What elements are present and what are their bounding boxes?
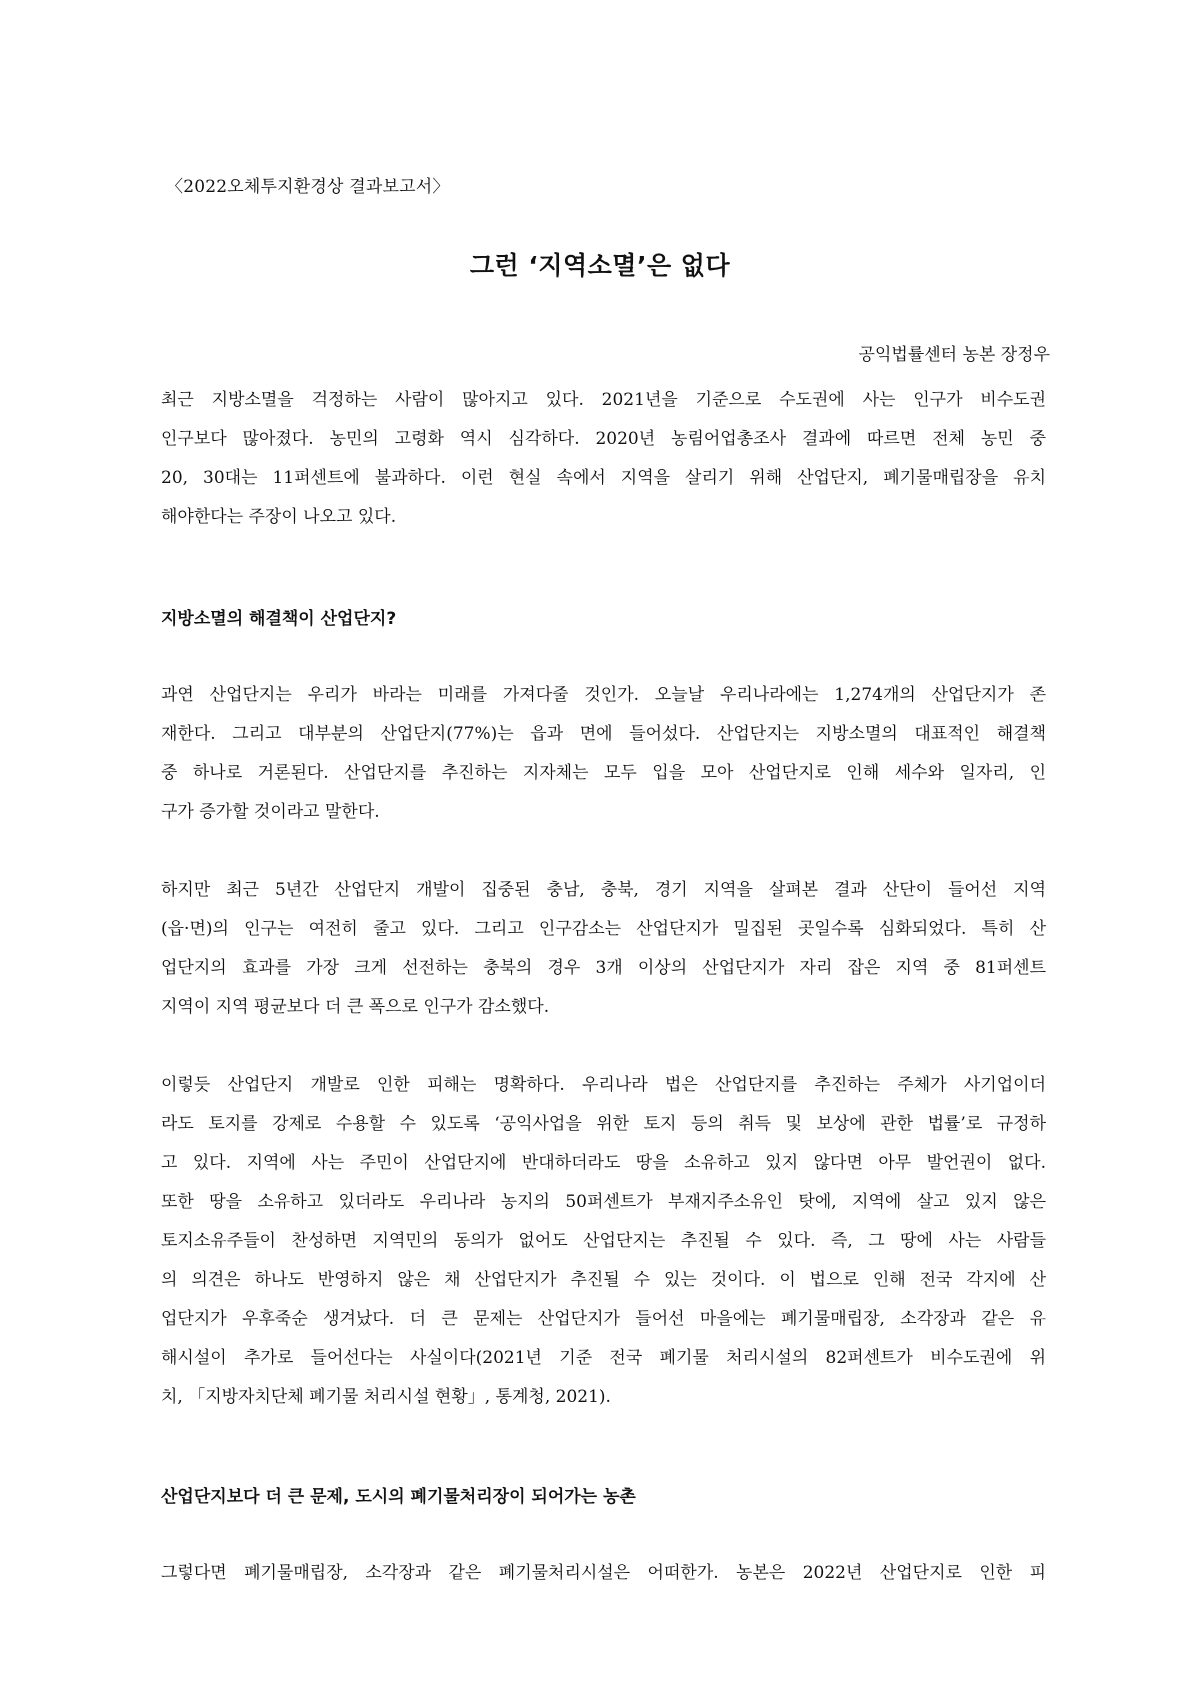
paragraph-line: 해시설이 추가로 들어선다는 사실이다(2021년 기준 전국 폐기물 처리시설의 82퍼센트가 비수도권에 위 [161, 1348, 1046, 1368]
paragraph-line: 업단지의 효과를 가장 크게 선전하는 충북의 경우 3개 이상의 산업단지가 자리 잡은 지역 중 81퍼센트 [161, 958, 1046, 978]
paragraph-waste-facilities [161, 1554, 1046, 1593]
paragraph-line: 업단지가 우후죽순 생겨났다. 더 큰 문제는 산업단지가 들어선 마을에는 폐기물매립장, 소각장과 같은 유 [161, 1309, 1046, 1329]
paragraph-industrial-complex [161, 676, 1046, 832]
section-heading: 지방소멸의 해결책이 산업단지? [161, 609, 397, 629]
paragraph-line: 과연 산업단지는 우리가 바라는 미래를 가져다줄 것인가. 오늘날 우리나라에는 1,274개의 산업단지가 존 [161, 685, 1046, 705]
paragraph-line: 중 하나로 거론된다. 산업단지를 추진하는 지자체는 모두 입을 모아 산업단지로 인해 세수와 일자리, 인 [161, 763, 1046, 783]
document-author: 공익법률센터 농본 장정우 [858, 345, 1050, 365]
document-title: 그런 ‘지역소멸’은 없다 [469, 251, 731, 280]
paragraph-population [161, 871, 1046, 1027]
paragraph-line: 구가 증가할 것이라고 말한다. [161, 802, 380, 822]
paragraph-line: 이렇듯 산업단지 개발로 인한 피해는 명확하다. 우리나라 법은 산업단지를 추진하는 주체가 사기업이더 [161, 1075, 1046, 1095]
paragraph-line: 해야한다는 주장이 나오고 있다. [161, 507, 397, 527]
paragraph-line: 최근 지방소멸을 걱정하는 사람이 많아지고 있다. 2021년을 기준으로 수도권에 사는 인구가 비수도권 [161, 390, 1046, 410]
paragraph-line: 치, 「지방자치단체 폐기물 처리시설 현황」, 통계청, 2021). [161, 1387, 611, 1407]
paragraph-line: 20, 30대는 11퍼센트에 불과하다. 이런 현실 속에서 지역을 살리기 위해 산업단지, 폐기물매립장을 유치 [161, 468, 1046, 488]
document-label: 〈2022오체투지환경상 결과보고서〉 [166, 177, 450, 197]
paragraph-law [161, 1066, 1046, 1417]
paragraph-line: 고 있다. 지역에 사는 주민이 산업단지에 반대하더라도 땅을 소유하고 있지 않다면 아무 발언권이 없다. [161, 1153, 1046, 1173]
paragraph-line: 재한다. 그리고 대부분의 산업단지(77%)는 읍과 면에 들어섰다. 산업단지는 지방소멸의 대표적인 해결책 [161, 724, 1046, 744]
paragraph-intro [161, 381, 1046, 537]
paragraph-line: 라도 토지를 강제로 수용할 수 있도록 ‘공익사업을 위한 토지 등의 취득 및 보상에 관한 법률’로 규정하 [161, 1114, 1046, 1134]
paragraph-line: 인구보다 많아졌다. 농민의 고령화 역시 심각하다. 2020년 농림어업총조사 결과에 따르면 전체 농민 중 [161, 429, 1046, 449]
paragraph-line: 지역이 지역 평균보다 더 큰 폭으로 인구가 감소했다. [161, 997, 550, 1017]
paragraph-line: 하지만 최근 5년간 산업단지 개발이 집중된 충남, 충북, 경기 지역을 살펴본 결과 산단이 들어선 지역 [161, 880, 1046, 900]
paragraph-line: 토지소유주들이 찬성하면 지역민의 동의가 없어도 산업단지는 추진될 수 있다. 즉, 그 땅에 사는 사람들 [161, 1231, 1046, 1251]
paragraph-line: 그렇다면 폐기물매립장, 소각장과 같은 폐기물처리시설은 어떠한가. 농본은 2022년 산업단지로 인한 피 [161, 1563, 1046, 1583]
paragraph-line: 의 의견은 하나도 반영하지 않은 채 산업단지가 추진될 수 있는 것이다. 이 법으로 인해 전국 각지에 산 [161, 1270, 1046, 1290]
paragraph-line: (읍·면)의 인구는 여전히 줄고 있다. 그리고 인구감소는 산업단지가 밀집된 곳일수록 심화되었다. 특히 산 [161, 919, 1046, 939]
paragraph-line: 또한 땅을 소유하고 있더라도 우리나라 농지의 50퍼센트가 부재지주소유인 탓에, 지역에 살고 있지 않은 [161, 1192, 1046, 1212]
section-heading: 산업단지보다 더 큰 문제, 도시의 폐기물처리장이 되어가는 농촌 [161, 1487, 636, 1507]
